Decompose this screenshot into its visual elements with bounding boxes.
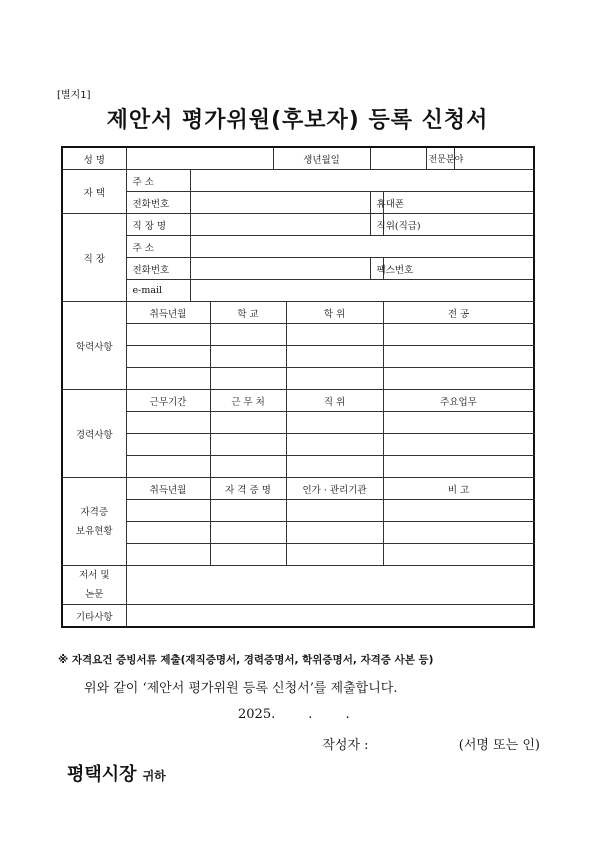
addressee-name: 평택시장 <box>67 764 137 785</box>
page-title: 제안서 평가위원(후보자) 등록 신청서 <box>106 108 489 133</box>
home-phone-row <box>62 192 534 214</box>
education-cell[interactable] <box>286 324 383 346</box>
name-row <box>62 147 534 170</box>
career-col-period: 근무기간 <box>126 390 210 412</box>
education-col-degree: 학 위 <box>286 302 383 324</box>
license-cell[interactable] <box>126 522 210 544</box>
career-col-position: 직 위 <box>286 390 383 412</box>
other-field[interactable] <box>126 605 534 628</box>
company-field[interactable] <box>190 214 370 236</box>
publications-label-line2: 논문 <box>85 589 104 600</box>
license-cell[interactable] <box>383 522 534 544</box>
form-tag: [별지1] <box>57 90 91 101</box>
license-row <box>62 500 534 522</box>
email-row <box>62 280 534 302</box>
education-cell[interactable] <box>383 346 534 368</box>
home-address-label: 주 소 <box>126 170 190 192</box>
education-cell[interactable] <box>210 346 286 368</box>
license-cell[interactable] <box>383 544 534 566</box>
career-cell[interactable] <box>286 456 383 478</box>
license-cell[interactable] <box>286 544 383 566</box>
career-row <box>62 412 534 434</box>
company-label: 직 장 명 <box>126 214 190 236</box>
home-label: 자 택 <box>62 170 126 214</box>
publications-row <box>62 566 534 605</box>
career-row <box>62 456 534 478</box>
documents-note: ※ 자격요건 증빙서류 제출(재직증명서, 경력증명서, 학위증명서, 자격증 사본 등) <box>58 654 434 666</box>
license-cell[interactable] <box>286 500 383 522</box>
home-address-row <box>62 170 534 192</box>
addressee <box>67 760 166 786</box>
email-field[interactable] <box>190 280 534 302</box>
license-col-date: 취득년월 <box>126 478 210 500</box>
education-cell[interactable] <box>383 368 534 390</box>
other-row <box>62 605 534 628</box>
career-row <box>62 434 534 456</box>
birth-label: 생년월일 <box>273 147 370 170</box>
career-cell[interactable] <box>210 412 286 434</box>
education-col-date: 취득년월 <box>126 302 210 324</box>
license-cell[interactable] <box>210 522 286 544</box>
license-row <box>62 522 534 544</box>
education-cell[interactable] <box>126 324 210 346</box>
submission-statement: 위와 같이 ‘제안서 평가위원 등록 신청서’를 제출합니다. <box>84 681 398 696</box>
education-row <box>62 324 534 346</box>
license-row <box>62 544 534 566</box>
education-row <box>62 346 534 368</box>
position-label: 직위(직급) <box>370 214 383 236</box>
career-label: 경력사항 <box>62 390 126 478</box>
other-label: 기타사항 <box>62 605 126 628</box>
mobile-label: 휴대폰 <box>370 192 383 214</box>
work-company-row <box>62 214 534 236</box>
license-label-line1: 자격증 <box>80 506 109 518</box>
license-col-agency: 인가 · 관리기관 <box>286 478 383 500</box>
education-cell[interactable] <box>210 368 286 390</box>
career-cell[interactable] <box>126 412 210 434</box>
license-cell[interactable] <box>210 500 286 522</box>
license-col-name: 자 격 증 명 <box>210 478 286 500</box>
addressee-suffix: 귀하 <box>142 769 166 783</box>
license-cell[interactable] <box>126 544 210 566</box>
career-col-workplace: 근 무 처 <box>210 390 286 412</box>
work-address-label: 주 소 <box>126 236 190 258</box>
career-cell[interactable] <box>210 434 286 456</box>
home-phone-field[interactable] <box>190 192 370 214</box>
education-col-major: 전 공 <box>383 302 534 324</box>
education-cell[interactable] <box>286 346 383 368</box>
license-cell[interactable] <box>286 522 383 544</box>
author-line <box>0 734 540 753</box>
career-cell[interactable] <box>383 456 534 478</box>
name-label: 성 명 <box>62 147 126 170</box>
license-label <box>62 478 126 566</box>
fax-label: 팩스번호 <box>370 258 383 280</box>
education-cell[interactable] <box>126 346 210 368</box>
work-phone-label: 전화번호 <box>126 258 190 280</box>
home-address-field[interactable] <box>190 170 534 192</box>
career-cell[interactable] <box>126 434 210 456</box>
sign-note: (서명 또는 인) <box>458 738 540 753</box>
license-cell[interactable] <box>210 544 286 566</box>
career-cell[interactable] <box>383 434 534 456</box>
work-address-field[interactable] <box>190 236 534 258</box>
education-row <box>62 368 534 390</box>
career-cell[interactable] <box>286 412 383 434</box>
career-cell[interactable] <box>210 456 286 478</box>
career-cell[interactable] <box>126 456 210 478</box>
publications-label <box>62 566 126 605</box>
registration-form-table <box>61 146 535 628</box>
work-phone-field[interactable] <box>190 258 370 280</box>
education-col-school: 학 교 <box>210 302 286 324</box>
author-label: 작성자 : <box>322 738 369 753</box>
field-label: 전문분야 <box>426 147 454 170</box>
date-line: 2025. . . <box>238 707 350 722</box>
name-field[interactable] <box>126 147 273 170</box>
license-col-remarks: 비 고 <box>383 478 534 500</box>
education-cell[interactable] <box>210 324 286 346</box>
career-cell[interactable] <box>383 412 534 434</box>
license-label-line2: 보유현황 <box>75 525 113 537</box>
education-label: 학력사항 <box>62 302 126 390</box>
license-header-row <box>62 478 534 500</box>
license-cell[interactable] <box>383 500 534 522</box>
home-phone-label: 전화번호 <box>126 192 190 214</box>
field-value[interactable] <box>454 147 534 170</box>
work-label: 직 장 <box>62 214 126 302</box>
career-header-row <box>62 390 534 412</box>
education-cell[interactable] <box>126 368 210 390</box>
education-cell[interactable] <box>383 324 534 346</box>
mobile-field[interactable] <box>383 192 534 214</box>
career-cell[interactable] <box>286 434 383 456</box>
work-phone-row <box>62 258 534 280</box>
email-label: e-mail <box>126 280 190 302</box>
education-header-row <box>62 302 534 324</box>
license-cell[interactable] <box>126 500 210 522</box>
career-col-duties: 주요업무 <box>383 390 534 412</box>
birth-field[interactable] <box>370 147 426 170</box>
publications-label-line1: 저서 및 <box>78 570 110 581</box>
education-cell[interactable] <box>286 368 383 390</box>
work-address-row <box>62 236 534 258</box>
publications-field[interactable] <box>126 566 534 605</box>
